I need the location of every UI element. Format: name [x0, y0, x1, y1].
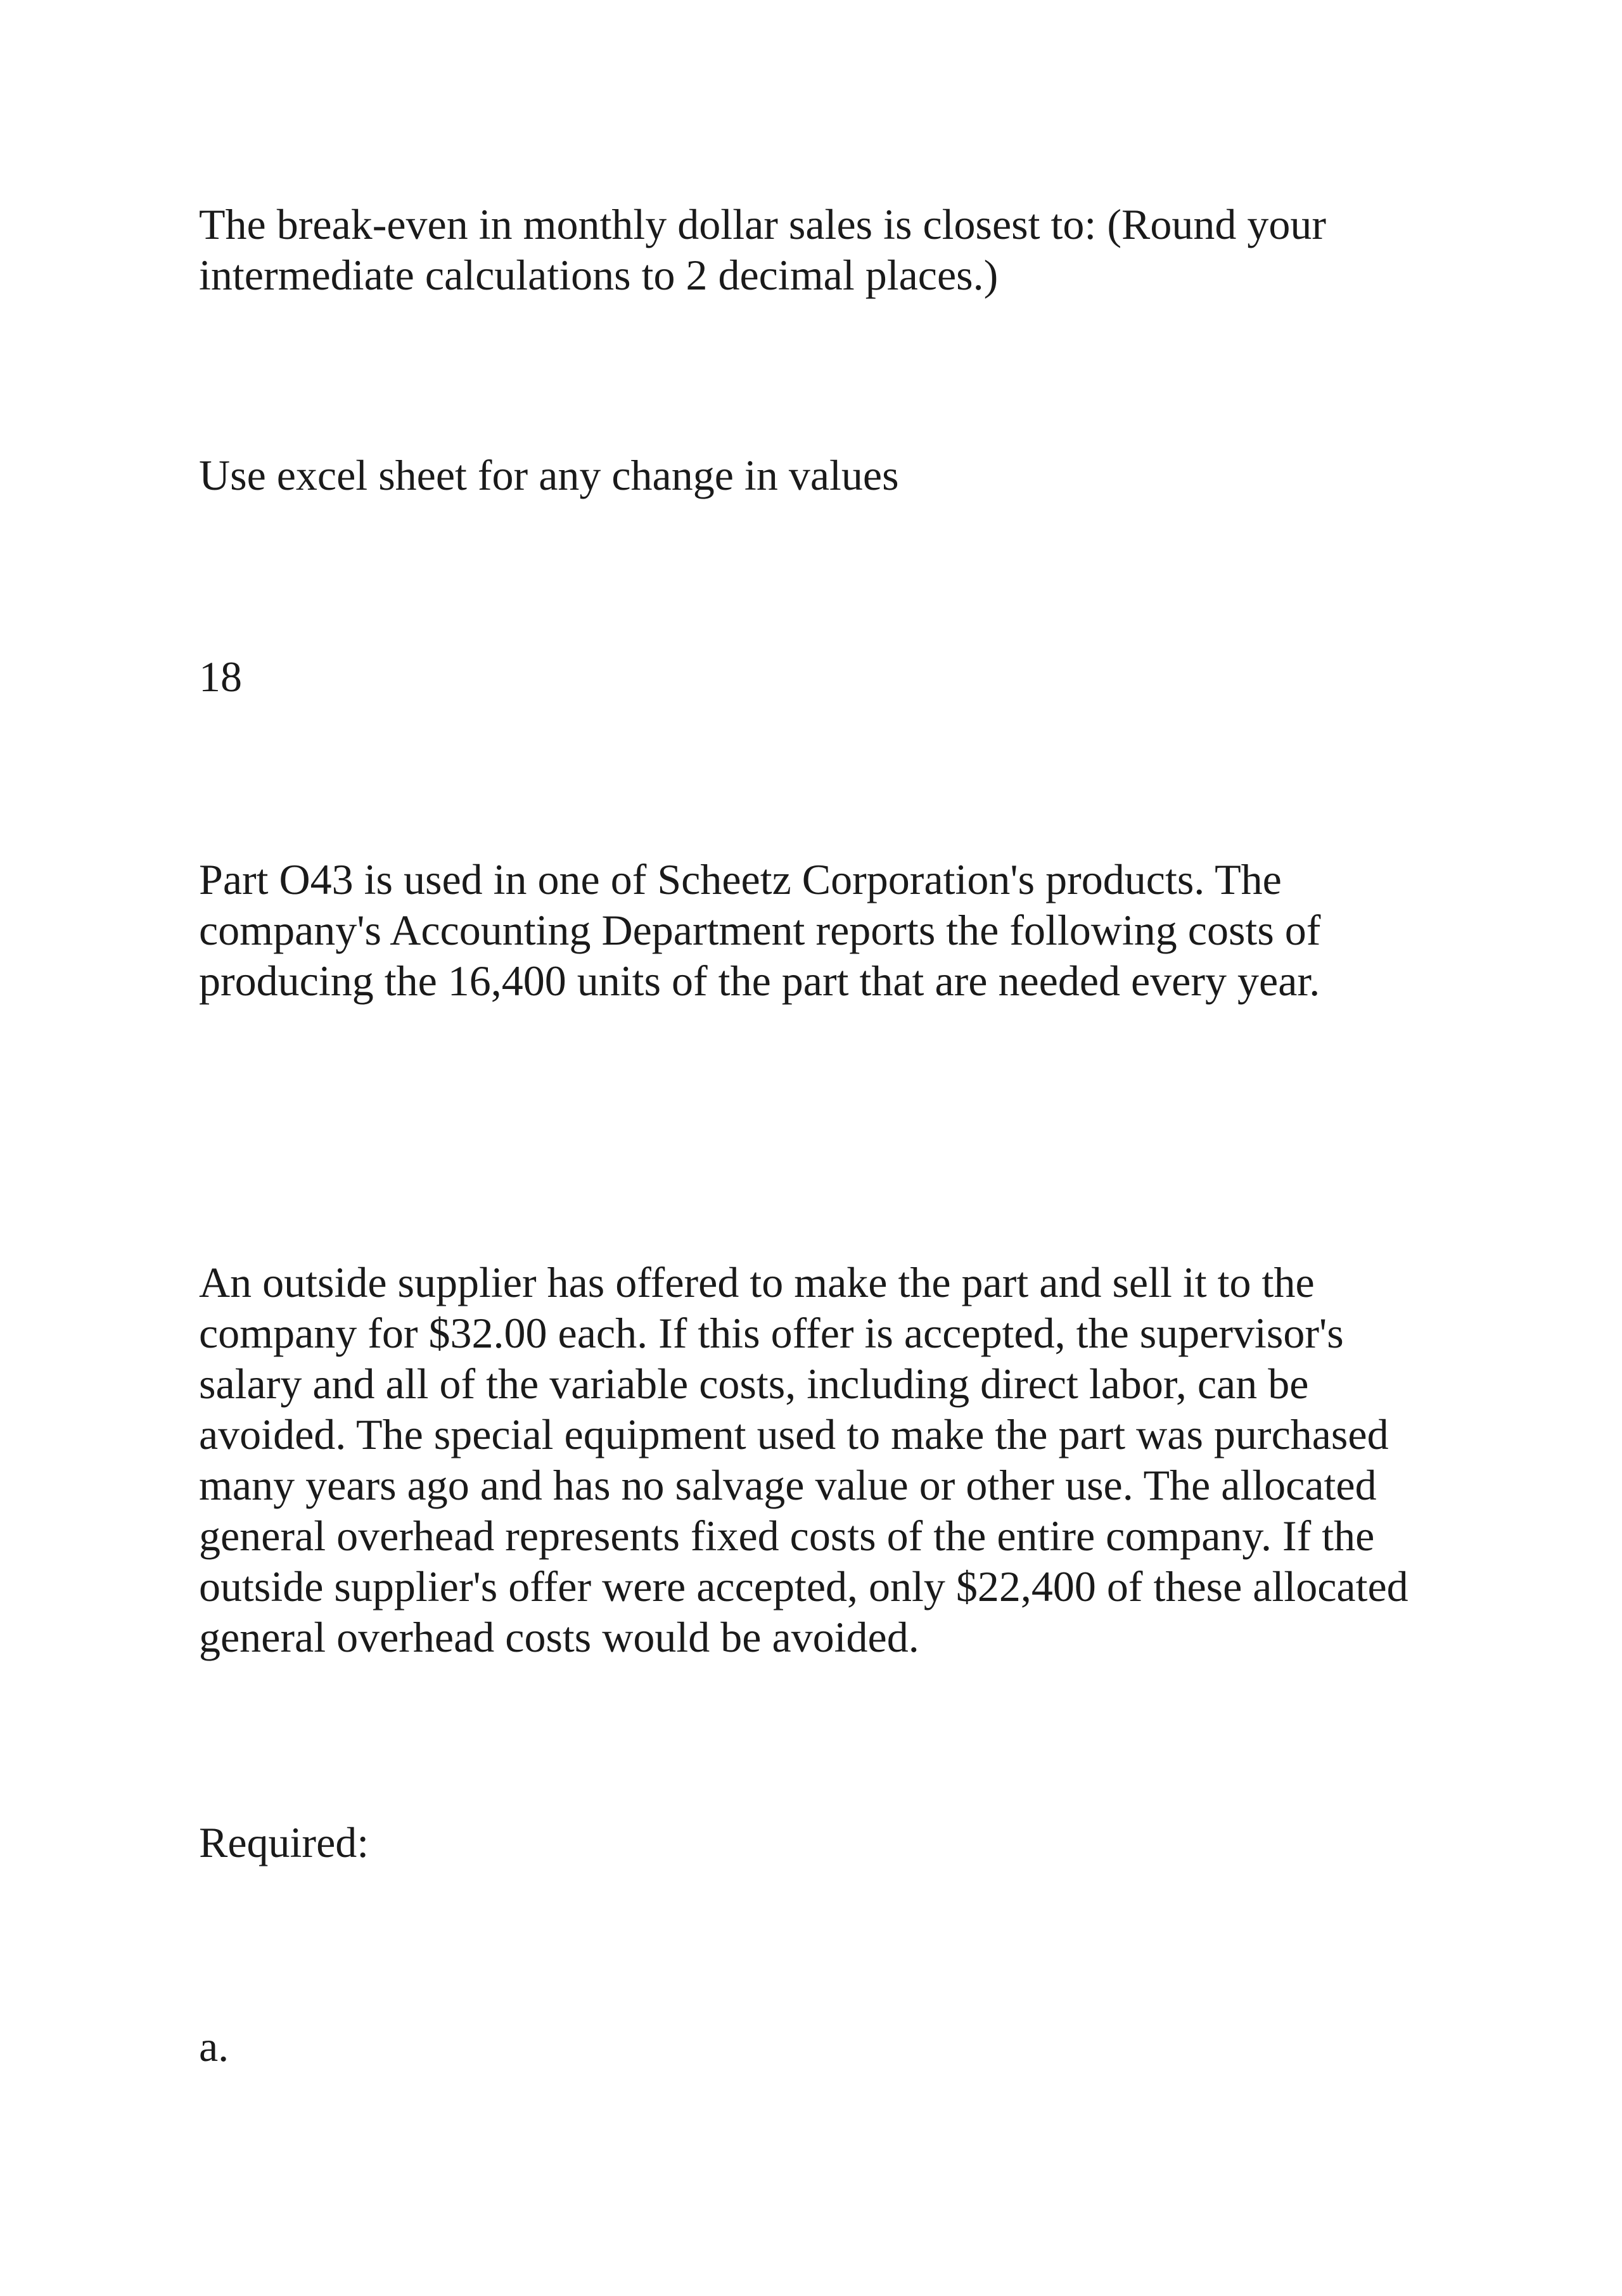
text-line: 18 [199, 653, 242, 701]
text-line: company for $32.00 each. If this offer is accepted, the supervisor's [199, 1309, 1344, 1357]
text-line: producing the 16,400 units of the part that are needed every year. [199, 957, 1320, 1005]
text-line: general overhead costs would be avoided. [199, 1613, 919, 1661]
text-line: avoided. The special equipment used to make the part was purchased [199, 1410, 1389, 1458]
text-line: Part O43 is used in one of Scheetz Corporation's products. The [199, 855, 1282, 903]
text-line: a. [199, 2022, 229, 2070]
excel-note-paragraph [199, 450, 1466, 501]
text-line: intermediate calculations to 2 decimal places.) [199, 251, 999, 299]
text-line: salary and all of the variable costs, including direct labor, can be [199, 1360, 1309, 1408]
text-line: company's Accounting Department reports the following costs of [199, 906, 1321, 954]
supplier-offer-paragraph [199, 1257, 1466, 1662]
text-line: general overhead represents fixed costs of the entire company. If the [199, 1512, 1375, 1560]
text-line: many years ago and has no salvage value or other use. The allocated [199, 1461, 1377, 1509]
text-line: Required: [199, 1818, 369, 1866]
item-a-label [199, 2021, 1466, 2072]
required-heading [199, 1817, 1466, 1868]
breakeven-question-paragraph [199, 199, 1466, 300]
text-line: An outside supplier has offered to make the part and sell it to the [199, 1258, 1315, 1306]
text-line: outside supplier's offer were accepted, only $22,400 of these allocated [199, 1562, 1408, 1610]
text-line: The break-even in monthly dollar sales is closest to: (Round your [199, 200, 1326, 248]
question-number [199, 651, 1466, 702]
text-line: Use excel sheet for any change in values [199, 451, 899, 499]
part-description-paragraph [199, 854, 1466, 1006]
